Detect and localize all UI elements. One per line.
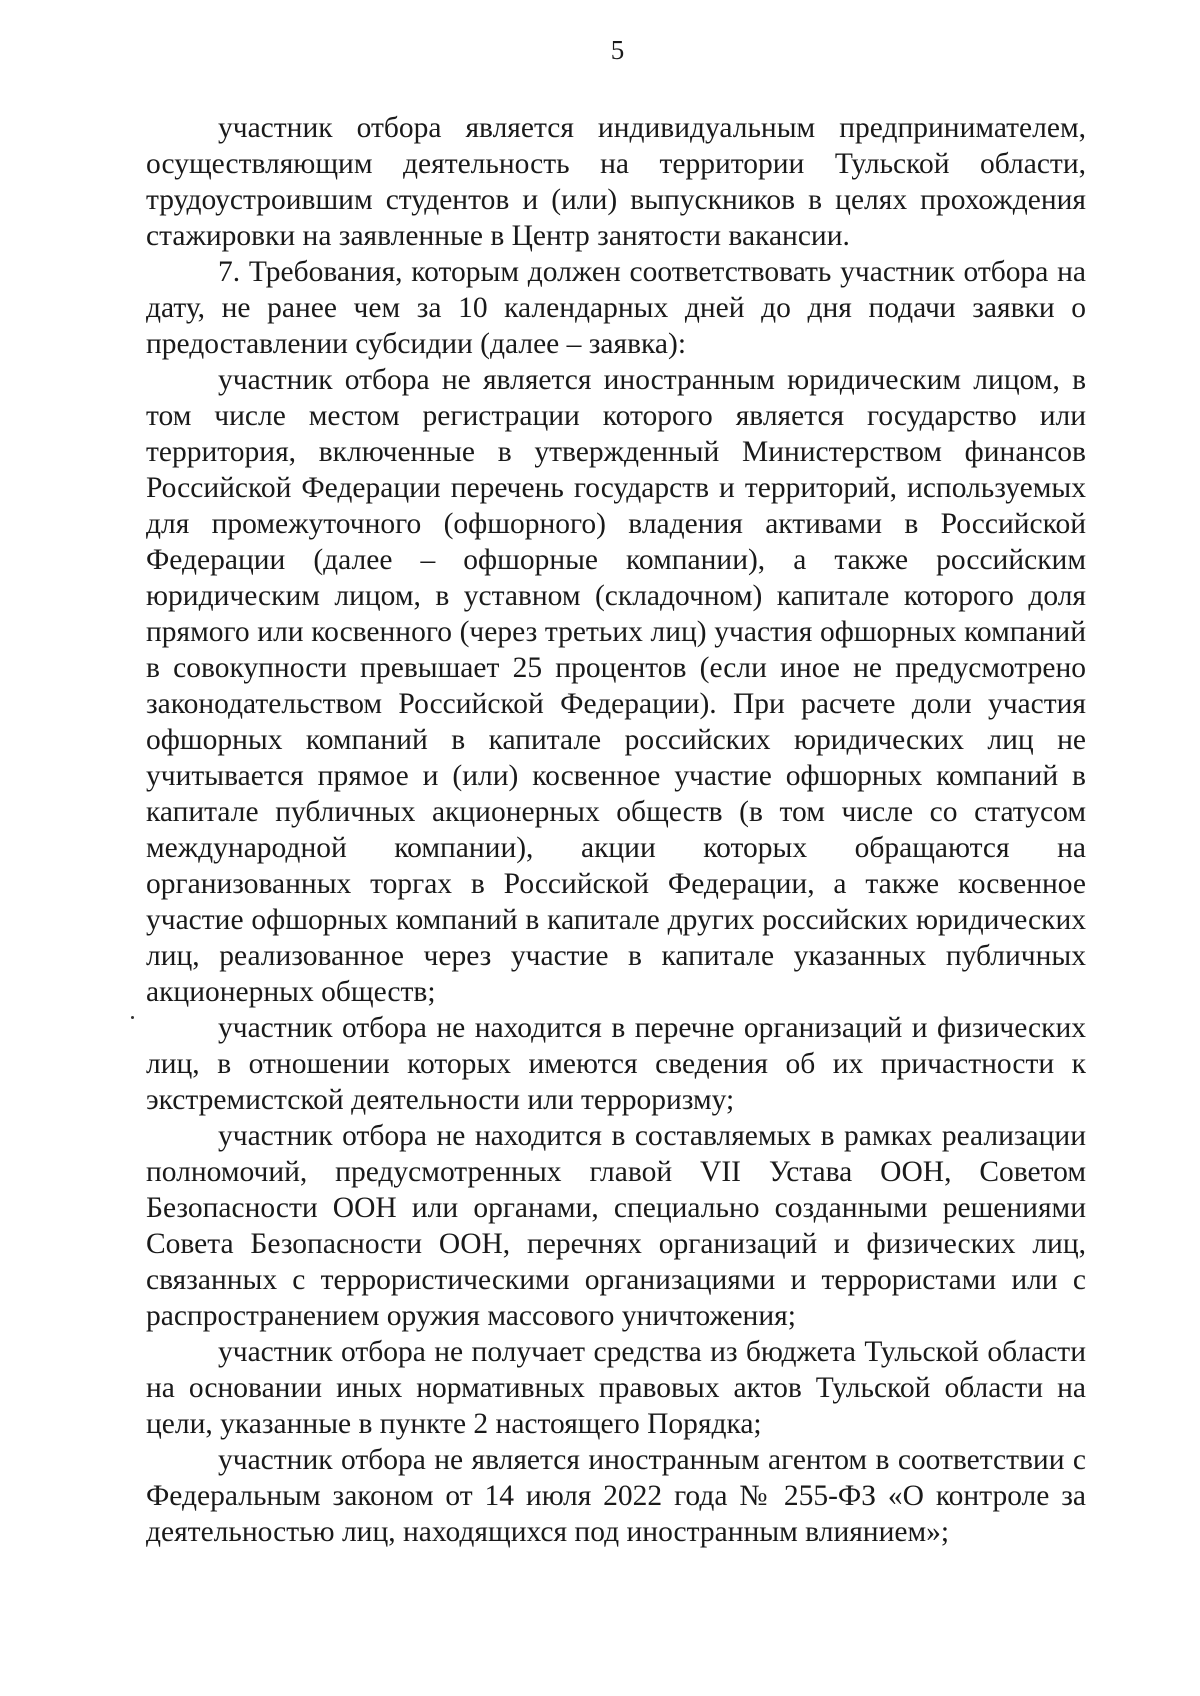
paragraph-requirements-7: 7. Требования, которым должен соответствовать участник отбора на дату, не ранее чем за 10 календарных дней до дня подачи заявки о предоставлении субсидии (далее – заявка): [146, 256, 1086, 360]
paragraph-extremism: участник отбора не находится в перечне организаций и физических лиц, в отношении которых имеются сведения об их причастности к экстремистской деятельности или терроризму; [146, 1012, 1086, 1116]
document-body [146, 110, 1086, 1550]
page-number: 5 [610, 35, 625, 65]
paragraph-entrepreneur: участник отбора является индивидуальным предпринимателем, осуществляющим деятельность на территории Тульской области, трудоустроившим студентов и (или) выпускников в целях прохождения стажировки на заявленные в Центр занятости вакансии. [146, 112, 1086, 252]
scan-speck [131, 1016, 134, 1019]
paragraph-un-sanctions: участник отбора не находится в составляемых в рамках реализации полномочий, предусмотренных главой VII Устава ООН, Советом Безопасности ООН или органами, специально созданными решениями Совета Безопасности ООН, перечнях организаций и физических лиц, связанных с террористическими организациями и террористами или с распространением оружия массового уничтожения; [146, 1120, 1086, 1332]
paragraph-foreign-agent: участник отбора не является иностранным агентом в соответствии с Федеральным законом от 14 июля 2022 года № 255-ФЗ «О контроле за деятельностью лиц, находящихся под иностранным влиянием»; [146, 1444, 1086, 1548]
paragraph-budget-funds: участник отбора не получает средства из бюджета Тульской области на основании иных нормативных правовых актов Тульской области на цели, указанные в пункте 2 настоящего Порядка; [146, 1336, 1086, 1440]
paragraph-offshore: участник отбора не является иностранным юридическим лицом, в том числе местом регистрации которого является государство или территория, включенные в утвержденный Министерством финансов Российской Федерации перечень государств и территорий, используемых для промежуточного (офшорного) владения активами в Российской Федерации (далее – офшорные компании), а также российским юридическим лицом, в уставном (складочном) капитале которого доля прямого или косвенного (через третьих лиц) участия офшорных компаний в совокупности превышает 25 процентов (если иное не предусмотрено законодательством Российской Федерации). При расчете доли участия офшорных компаний в капитале российских юридических лиц не учитывается прямое и (или) косвенное участие офшорных компаний в капитале публичных акционерных обществ (в том числе со статусом международной компании), акции которых обращаются на организованных торгах в Российской Федерации, а также косвенное участие офшорных компаний в капитале других российских юридических лиц, реализованное через участие в капитале указанных публичных акционерных обществ; [146, 364, 1086, 1008]
